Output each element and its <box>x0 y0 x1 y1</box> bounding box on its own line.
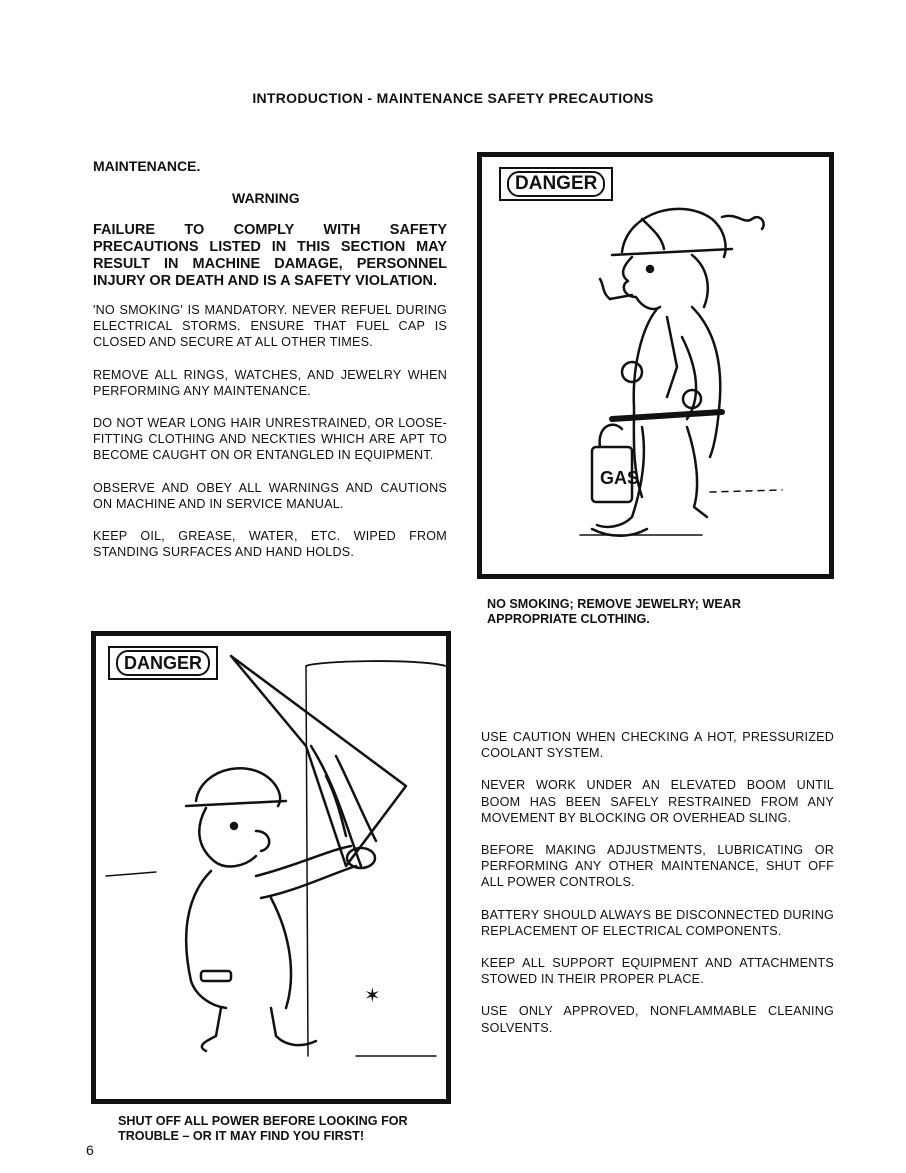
page-number: 6 <box>86 1142 94 1158</box>
figure1-caption: NO SMOKING; REMOVE JEWELRY; WEAR APPROPRIATE CLOTHING. <box>487 597 741 626</box>
paragraph-support-equipment: KEEP ALL SUPPORT EQUIPMENT AND ATTACHMENTS STOWED IN THEIR PROPER PLACE. <box>481 956 834 987</box>
paragraph-boom: NEVER WORK UNDER AN ELEVATED BOOM UNTIL BOOM HAS BEEN SAFELY RESTRAINED FROM ANY MOVEMENT BY BLOCKING OR OVERHEAD SLING. <box>481 778 834 825</box>
section-heading: MAINTENANCE. <box>93 158 201 174</box>
gas-can-label: GAS <box>600 468 640 488</box>
paragraph-clothing: DO NOT WEAR LONG HAIR UNRESTRAINED, OR LOOSE-FITTING CLOTHING AND NECKTIES WHICH ARE APT TO BECOME CAUGHT ON OR ENTANGLED IN EQUIPMENT. <box>93 416 447 463</box>
paragraph-battery: BATTERY SHOULD ALWAYS BE DISCONNECTED DURING REPLACEMENT OF ELECTRICAL COMPONENTS. <box>481 907 834 938</box>
svg-text:✶: ✶ <box>364 985 381 1007</box>
smoking-worker-illustration <box>482 157 829 574</box>
danger-sign-2-text: DANGER <box>116 650 210 676</box>
page-title: INTRODUCTION - MAINTENANCE SAFETY PRECAUTIONS <box>252 90 654 106</box>
danger-sign-2 <box>108 646 218 680</box>
paragraph-wipe-surfaces: KEEP OIL, GREASE, WATER, ETC. WIPED FROM STANDING SURFACES AND HAND HOLDS. <box>93 529 447 560</box>
warning-text: FAILURE TO COMPLY WITH SAFETY PRECAUTIONS LISTED IN THIS SECTION MAY RESULT IN MACHINE DAMAGE, PERSONNEL INJURY OR DEATH AND IS A SAFETY VIOLATION. <box>93 222 447 289</box>
danger-sign-1 <box>499 167 613 201</box>
danger-sign-1-text: DANGER <box>507 171 605 197</box>
left-paragraphs <box>93 302 447 576</box>
figure2-caption: SHUT OFF ALL POWER BEFORE LOOKING FOR TROUBLE – OR IT MAY FIND YOU FIRST! <box>118 1114 408 1143</box>
paragraph-solvents: USE ONLY APPROVED, NONFLAMMABLE CLEANING SOLVENTS. <box>481 1004 834 1035</box>
power-panel-illustration <box>96 636 446 1099</box>
figure-power-panel <box>91 631 451 1104</box>
figure-smoking-worker <box>477 152 834 579</box>
paragraph-jewelry: REMOVE ALL RINGS, WATCHES, AND JEWELRY WHEN PERFORMING ANY MAINTENANCE. <box>93 367 447 398</box>
paragraph-shut-off-power: BEFORE MAKING ADJUSTMENTS, LUBRICATING OR PERFORMING ANY OTHER MAINTENANCE, SHUT OFF ALL POWER CONTROLS. <box>481 843 834 890</box>
paragraph-no-smoking: 'NO SMOKING' IS MANDATORY. NEVER REFUEL DURING ELECTRICAL STORMS. ENSURE THAT FUEL CAP IS CLOSED AND SECURE AT ALL OTHER TIMES. <box>93 303 447 350</box>
paragraph-warnings: OBSERVE AND OBEY ALL WARNINGS AND CAUTIONS ON MACHINE AND IN SERVICE MANUAL. <box>93 480 447 511</box>
warning-title: WARNING <box>232 190 300 206</box>
paragraph-coolant: USE CAUTION WHEN CHECKING A HOT, PRESSURIZED COOLANT SYSTEM. <box>481 730 834 761</box>
right-paragraphs <box>481 729 834 1052</box>
